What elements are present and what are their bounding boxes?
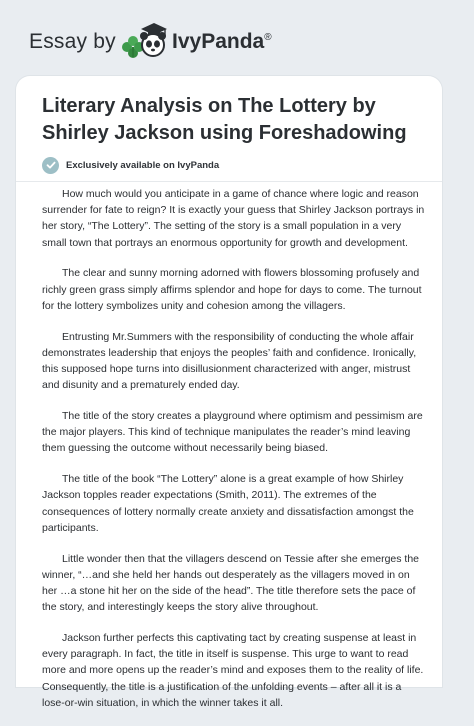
registered-mark: ® [264, 32, 272, 43]
checkmark-icon [42, 157, 59, 174]
paragraph: The title of the story creates a playground where optimism and pessimism are the major players. This kind of technique manipulates the reader’s mind leaving them guessing the outcome without necessarily being biased. [42, 410, 423, 455]
essay-body [42, 186, 426, 726]
availability-badge [42, 155, 219, 175]
paragraph: Entrusting Mr.Summers with the responsibility of conducting the whole affair demonstrates leadership that enjoys the peoples’ faith and confidence. Ironically, this supposed hope turns into disillusionment characterized with anger, mistrust and disunity and a prematurely ended day. [42, 330, 417, 392]
divider [16, 181, 442, 182]
paragraph: The clear and sunny morning adorned with flowers blossoming profusely and richly green grass simply affirms splendor and hope for days to come. The turnout for the lottery symbolizes unity and cohesion among the villagers. [42, 267, 422, 312]
site-header [0, 0, 474, 70]
availability-text: Exclusively available on IvyPanda [66, 159, 220, 171]
clover-leaf-icon [122, 36, 144, 58]
paragraph: The title of the book “The Lottery” alone is a great example of how Shirley Jackson topples reader expectations (Smith, 2011). The extremes of the consequences of lottery normally create anxiety and dissatisfaction amongst the participants. [42, 473, 414, 534]
brand-name[interactable]: IvyPanda® [172, 30, 272, 53]
essay-title: Literary Analysis on The Lottery by Shirley Jackson using Foreshadowing [42, 95, 407, 144]
essay-by-label: Essay by [29, 30, 116, 53]
paragraph: Little wonder then that the villagers descend on Tessie after she emerges the winner, “…and she held her hands out desperately as the villagers moved in on her …a stone hit her on the side of the head”. The title therefore sets the pace of the story, and interestingly keeps the story alive throughout. [42, 552, 420, 614]
paragraph: How much would you anticipate in a game of chance where logic and reason surrender for fate to reign? It is exactly your guess that Shirley Jackson portrays in her story, “The Lottery”. The setting of the story is a small population in a very small town that portrays an enormous opportunity for growth and development. [42, 188, 425, 249]
essay-card [16, 76, 442, 709]
paragraph: Jackson further perfects this captivating tact by creating suspense at least in every paragraph. In fact, the title in itself is suspense. This urge to want to read more and more opens up the reader’s mind and exposes them to the reality of life. Consequently, the title is a justification of the unfolding events – after all it is a lose-or-win situation, in which the winner takes it all. [42, 632, 424, 709]
panda-face-icon [140, 32, 166, 56]
ivypanda-logo-icon[interactable] [117, 20, 171, 62]
